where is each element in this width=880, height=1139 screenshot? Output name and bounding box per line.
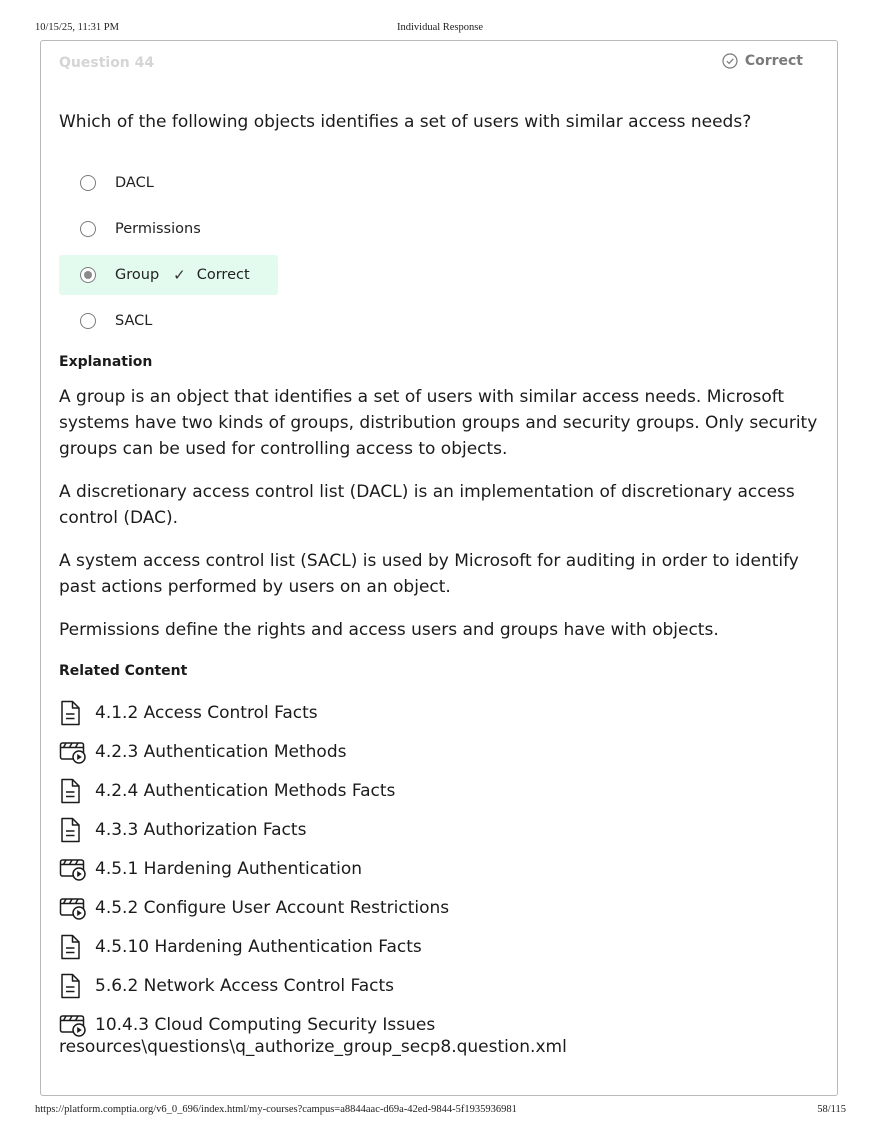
- explanation-paragraph: A group is an object that identifies a set of users with similar access needs. Microsoft systems have two kinds of groups, distribution groups and security groups. Only security groups can be used for controlling access to objects.: [59, 387, 818, 459]
- answer-label: Permissions: [115, 221, 201, 237]
- checkmark-icon: ✓: [173, 266, 186, 284]
- print-footer: [0, 1104, 880, 1118]
- video-icon: [59, 854, 89, 884]
- related-item[interactable]: [59, 810, 799, 849]
- explanation-heading: Explanation: [59, 354, 153, 370]
- resource-path: resources\questions\q_authorize_group_secp8.question.xml: [59, 1037, 567, 1057]
- document-icon: [59, 971, 89, 1001]
- related-link[interactable]: 4.2.4 Authentication Methods Facts: [95, 780, 396, 801]
- related-item[interactable]: [59, 888, 799, 927]
- related-link[interactable]: 4.2.3 Authentication Methods: [95, 741, 347, 762]
- answer-option[interactable]: [59, 209, 359, 249]
- radio-button[interactable]: [80, 313, 96, 329]
- document-icon: [59, 815, 89, 845]
- related-item[interactable]: [59, 927, 799, 966]
- related-link[interactable]: 4.5.2 Configure User Account Restrictions: [95, 897, 450, 918]
- explanation-paragraph: Permissions define the rights and access users and groups have with objects.: [59, 620, 719, 640]
- related-link[interactable]: 4.5.10 Hardening Authentication Facts: [95, 936, 422, 957]
- answer-option[interactable]: [59, 301, 359, 341]
- related-item[interactable]: [59, 771, 799, 810]
- answer-feedback: Correct: [196, 267, 250, 283]
- related-link[interactable]: 4.1.2 Access Control Facts: [95, 702, 318, 723]
- status-badge: [722, 53, 803, 69]
- related-content-list: [59, 693, 799, 1044]
- print-header: [0, 22, 880, 36]
- print-title: Individual Response: [396, 22, 484, 33]
- related-item[interactable]: [59, 966, 799, 1005]
- related-link[interactable]: 10.4.3 Cloud Computing Security Issues: [95, 1014, 436, 1035]
- related-content-heading: Related Content: [59, 663, 188, 679]
- explanation-paragraph: A system access control list (SACL) is used by Microsoft for auditing in order to identify past actions performed by users on an object.: [59, 551, 799, 597]
- video-icon: [59, 893, 89, 923]
- related-item[interactable]: [59, 732, 799, 771]
- question-text: Which of the following objects identifies a set of users with similar access needs?: [59, 112, 752, 132]
- radio-button[interactable]: [80, 221, 96, 237]
- print-datetime: 10/15/25, 11:31 PM: [35, 22, 119, 33]
- answer-label: SACL: [115, 313, 153, 329]
- related-link[interactable]: 4.3.3 Authorization Facts: [95, 819, 307, 840]
- related-link[interactable]: 4.5.1 Hardening Authentication: [95, 858, 363, 879]
- answer-label: Group: [115, 267, 160, 283]
- print-url: https://platform.comptia.org/v6_0_696/index.html/my-courses?campus=a8844aac-d69a-42ed-9844-5f1935936981: [35, 1104, 517, 1115]
- question-card: [40, 40, 838, 1096]
- answer-option-selected[interactable]: [59, 255, 278, 295]
- document-icon: [59, 776, 89, 806]
- answer-list: [59, 163, 359, 347]
- related-link[interactable]: 5.6.2 Network Access Control Facts: [95, 975, 395, 996]
- video-icon: [59, 737, 89, 767]
- question-number: Question 44: [59, 55, 155, 71]
- explanation-paragraph: A discretionary access control list (DACL) is an implementation of discretionary access control (DAC).: [59, 482, 795, 528]
- radio-button-checked[interactable]: [80, 267, 96, 283]
- related-item[interactable]: [59, 693, 799, 732]
- explanation-body: [59, 384, 819, 660]
- related-item[interactable]: [59, 849, 799, 888]
- document-icon: [59, 698, 89, 728]
- answer-label: DACL: [115, 175, 154, 191]
- status-label: Correct: [744, 53, 803, 69]
- answer-option[interactable]: [59, 163, 359, 203]
- print-page-number: 58/115: [817, 1104, 846, 1115]
- video-icon: [59, 1010, 89, 1040]
- radio-button[interactable]: [80, 175, 96, 191]
- document-icon: [59, 932, 89, 962]
- check-circle-icon: [722, 53, 738, 69]
